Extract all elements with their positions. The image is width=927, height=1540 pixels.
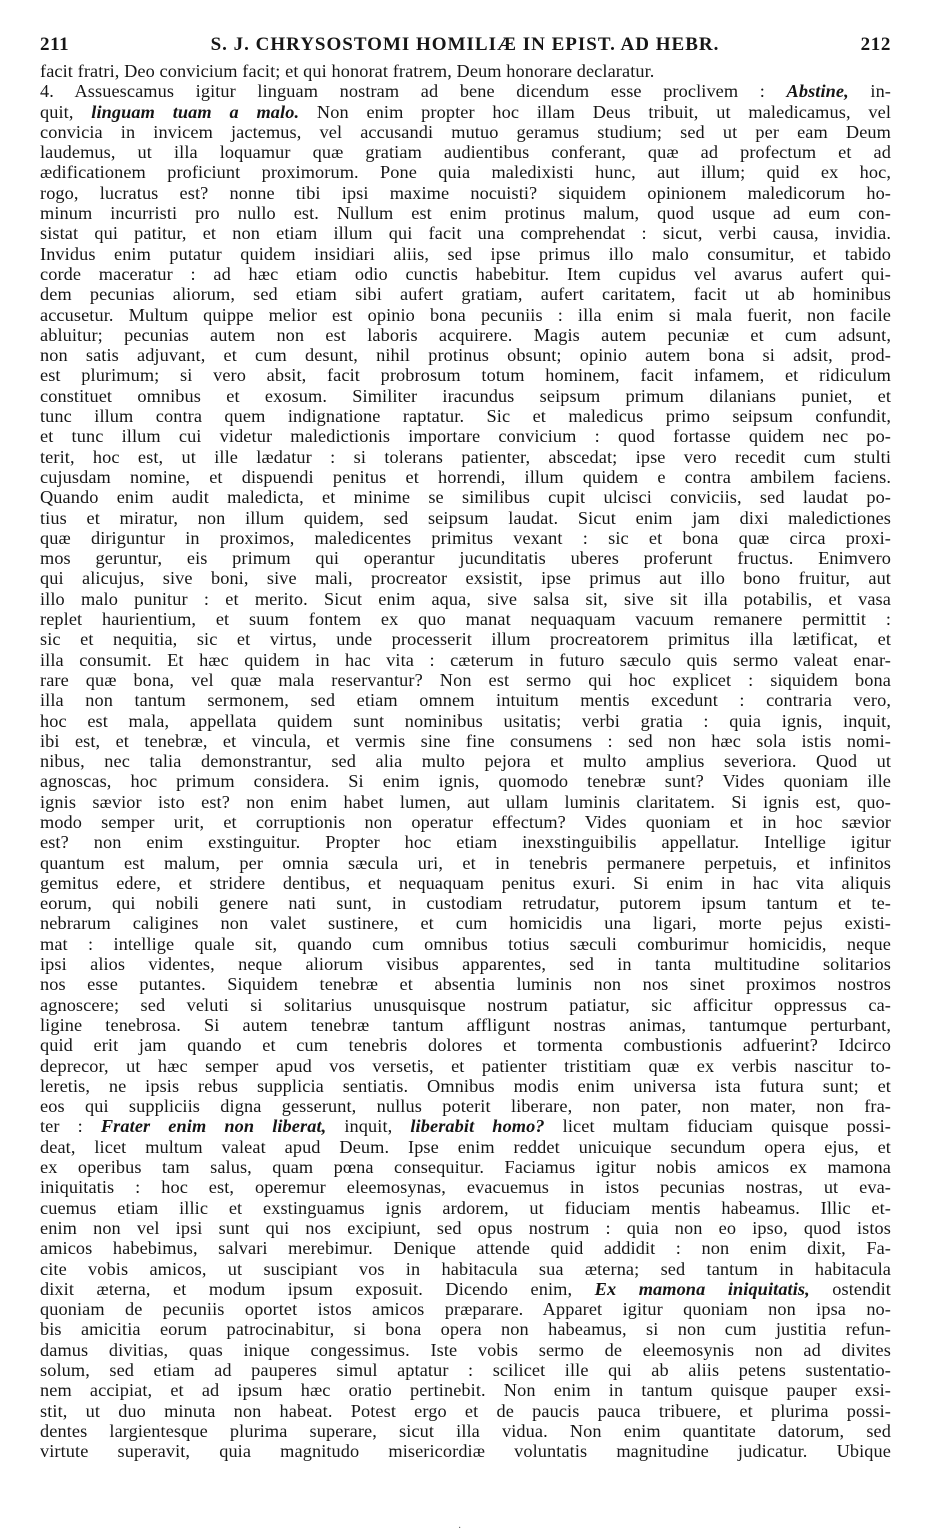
text-line: nos esse putantes. Siquidem tenebræ et absentia luminis non nos sinet proximos nostros [40,974,891,995]
text-line: nibus, nec talia demonstrantur, sed alia multo pejora et multo amplius severiora. Quod ut [40,751,891,772]
text-line: damus divitias, quas inique congessimus. Iste vobis sermo de eleemosynis non ad divites [40,1339,891,1360]
text-line: enim non vel ipsi sunt qui nos excipiunt, sed opus nostrum : quia non eo ipso, quod istos [40,1217,891,1238]
text-line: minum incurristi pro nullo est. Nullum est enim protinus malum, quod usque ad eum con- [40,203,891,224]
text-line: agnoscere; sed veluti si solitarius unusquisque nostrum patiatur, sic afficitur oppressus ca- [40,994,891,1015]
text-line: illo malo punitur : et merito. Sicut enim aqua, sive salsa sit, sive sit illa potabilis, et vasa [40,588,891,609]
text-line: Invidus enim putatur quidem insidiari aliis, sed ipse primus illo malo consumitur, et tabido [40,243,891,264]
text-line: ligine tenebrosa. Si autem tenebræ tantum affligunt nostras animas, tantumque perturbant, [40,1014,891,1035]
text-line: nem accipiat, et ad ipsum hæc oratio pertinebit. Non enim in tantum quisque pauper exsi- [40,1380,891,1401]
text-line: amicos habebimus, salvari merebimur. Denique attende quid addidit : non enim dixit, Fa- [40,1238,891,1259]
text-line: ipsi alios videntes, neque aliorum visibus apparentes, sed in tanta multitudine solitarios [40,954,891,975]
text-line: facit fratri, Deo convicium facit; et qui honorat fratrem, Deum honorare declaratur. [40,61,655,81]
running-title: S. J. CHRYSOSTOMI HOMILIÆ IN EPIST. AD HEBR. [210,34,720,55]
text-line: dem pecunias aliorum, sed etiam sibi aufert gratiam, aufert caritatem, facit ut ab hominibus [40,284,891,305]
text-line: leretis, ne ipsis rebus supplicia sentiatis. Omnibus modis enim universa ista futura sunt; et [40,1075,891,1096]
body-text [40,61,891,1461]
text-line: cite vobis amicos, ut suscipiant vos in habitacula sua æterna; sed tantum in habitacula [40,1258,891,1279]
text-line: ibi est, et tenebræ, et vincula, et vermis sine fine consumens : sed non hæc sola istis nomi- [40,730,891,751]
text-line: rare quæ bona, vel quæ mala reservantur? Non est sermo qui hoc explicet : siquidem bona [40,669,891,690]
text-line: illa non tantum sermonem, sed etiam omnem intuitum mentis excedunt : contraria vero, [40,690,891,711]
text-line: rogo, lucratus est? nonne tibi ipsi maxime nocuisti? siquidem opinionem maledicorum ho- [40,182,891,203]
text-line: est? non enim exstinguitur. Propter hoc etiam inexstinguibilis appellatur. Intellige igitur [40,832,891,853]
text-line: tius et miratur, non illum quidem, sed seipsum laudat. Sicut enim jam dixi maledictiones [40,507,891,528]
text-line: cujusdam nomine, et dispuendi penitus et horrendi, illum quidem e contra ambilem faciens. [40,466,891,487]
footer-mark: · [458,1523,462,1534]
text-line: quæ diriguntur in proximos, maledicentes primitus vexant : sic et bona quæ circa proxi- [40,527,891,548]
text-line: ignis sævior isto est? non enim habet lumen, aut ullam luminis claritatem. Si ignis est, quo- [40,791,891,812]
text-line: virtute superavit, quia magnitudo misericordiæ voluntatis magnitudine judicatur. Ubique [40,1441,891,1462]
text-line: agnoscas, hoc primum considera. Si enim ignis, quomodo tenebræ sunt? Vides quoniam ille [40,771,891,792]
text-line: eorum, qui nobili genere nati sunt, in custodiam retrudatur, putorem ipsum tantum et te- [40,893,891,914]
text-line: ædificationem proficiunt proximorum. Pone quia maledixisti hunc, aut illum; quid ex hoc, [40,162,891,183]
text-line: et tunc illum cui videtur maledictionis importare convicium : quod fortasse quidem nec po- [40,426,891,447]
text-line: quit, linguam tuam a malo. Non enim propter hoc illam Deus tribuit, ut maledicamus, vel [40,101,892,122]
text-line: terit, hoc est, ut ille lædatur : si tolerans patienter, abscedat; ipse vero recedit cum stulti [40,446,891,467]
text-line: corde maceratur : ad hæc etiam odio cunctis habebitur. Item cupidus vel avarus aufert qui- [40,263,891,284]
page-number-right: 212 [860,34,891,55]
text-line: quoniam de pecuniis oportet istos amicos præparare. Apparet igitur quoniam non ipsa no- [40,1299,891,1320]
text-line: quantum est malum, per omnia sæcula uri, et in tenebris permanere perpetuis, et infinitos [40,852,891,873]
text-line: dentes largientesque plurima superare, sicut illa vidua. Non enim quantitate datorum, sed [40,1420,891,1441]
text-line: sic et nequitia, sic et virtus, unde processerit illum procreatorem primitus illa lætificat, et [40,629,891,650]
text-line: tunc illum contra quem indignatione raptatur. Sic et maledicus primo seipsum confundit, [40,406,891,427]
text-line: replet haurientium, et suum fontem ex quo manat nequaquam vacuum remanere permittit : [40,609,891,630]
text-line: quid erit jam quando et cum tenebris dolores et tormenta combustionis adfuerint? Idcirco [40,1035,891,1056]
text-line: modo semper urit, et corruptionis non operatur effectum? Vides quoniam et in hoc sævior [40,811,891,832]
text-line: non satis adjuvant, et cum desunt, nihil protinus obsunt; opinio autem bona si adsit, prod- [40,345,891,366]
text-line: ex operibus tam salus, quam pœna consequitur. Faciamus igitur nobis amicos ex mamona [40,1157,891,1178]
text-line: nebrarum caligines non valet sustinere, et cum homicidis una ligari, morte pejus existi- [40,913,891,934]
text-line: mat : intellige quale sit, quando cum omnibus totius sæculi comburimur homicidis, neque [40,933,891,954]
text-line: convicia in invicem jactemus, vel accusandi mutuo geramus studium; sed ut per eam Deum [40,121,891,142]
text-line: dixit æterna, et modum ipsum exposuit. Dicendo enim, Ex mamona iniquitatis, ostendit [40,1278,891,1299]
text-line: laudemus, ut illa loquamur quæ gratiam audientibus conferant, quæ ad profectum et ad [40,142,891,163]
text-line: hoc est mala, appellata quidem sunt nominibus usitatis; verbi gratia : quia ignis, inquit, [40,710,891,731]
text-line: ter : Frater enim non liberat, inquit, liberabit homo? licet multam fiduciam quisque possi- [40,1116,891,1137]
text-line: illa consumit. Et hæc quidem in hac vita : cæterum in futuro sæculo quis sermo valeat enar- [40,649,891,670]
text-line: abluitur; pecunias autem non est laboris acquirere. Magis autem pecuniæ et cum adsunt, [40,324,891,345]
page-number-left: 211 [40,34,70,55]
text-line: mos geruntur, eis primum qui operantur jucunditatis uberes proferunt fructus. Enimvero [40,548,891,569]
text-line: deat, licet multum valeat apud Deum. Ipse enim reddet unicuique secundum opera ejus, et [40,1136,891,1157]
text-line: bis amicitia eorum patrocinabitur, si bona opera non habeamus, si non cum justitia refun- [40,1319,891,1340]
text-line: Quando enim audit maledicta, et minime se similibus cupit ulcisci conviciis, sed laudat po- [40,487,891,508]
text-line: constituet omnibus et exosum. Similiter iracundus seipsum primum dilanians puniet, et [40,385,891,406]
text-line: solum, sed etiam ad pauperes simul aptatur : scilicet ille qui ab aliis petens sustentatio- [40,1360,891,1380]
text-line: cuemus etiam illic et exstinguamus ignis ardorem, ut fiduciam mentis habeamus. Illic et- [40,1197,891,1218]
text-line: deprecor, ut hæc semper apud vos versetis, et patienter tristitiam quæ ex verbis nascitur to- [40,1055,891,1076]
running-header [40,34,891,60]
text-line: 4. Assuescamus igitur linguam nostram ad bene dicendum esse proclivem : Abstine, in- [40,81,891,102]
text-line: est plurimum; si vero absit, facit probrosum totum hominem, facit infamem, et ridiculum [40,365,891,386]
text-line: gemitus edere, et stridere dentibus, et nequaquam penitus exuri. Si enim in hac vita aliquis [40,872,891,893]
text-line: eos qui suppliciis digna gesserunt, nullus poterit liberare, non pater, non mater, non fra- [40,1096,891,1117]
text-line: qui alicujus, sive boni, sive mali, procreator exsistit, ipse primus aut illo bono fruitur, aut [40,568,891,589]
text-line: sistat qui patitur, et non etiam illum qui facit una comprehendat : sicut, verbi causa, invidia. [40,223,891,244]
text-line: iniquitatis : hoc est, operemur eleemosynas, evacuemus in istos pecunias nostras, ut eva- [40,1177,891,1198]
text-line: stit, ut duo minuta non habeat. Potest ergo et de paucis pauca tribuere, et plurima possi- [40,1400,891,1421]
text-line: accusetur. Multum quippe melior est opinio bona pecuniis : illa enim si mala fuerit, non facile [40,304,891,325]
